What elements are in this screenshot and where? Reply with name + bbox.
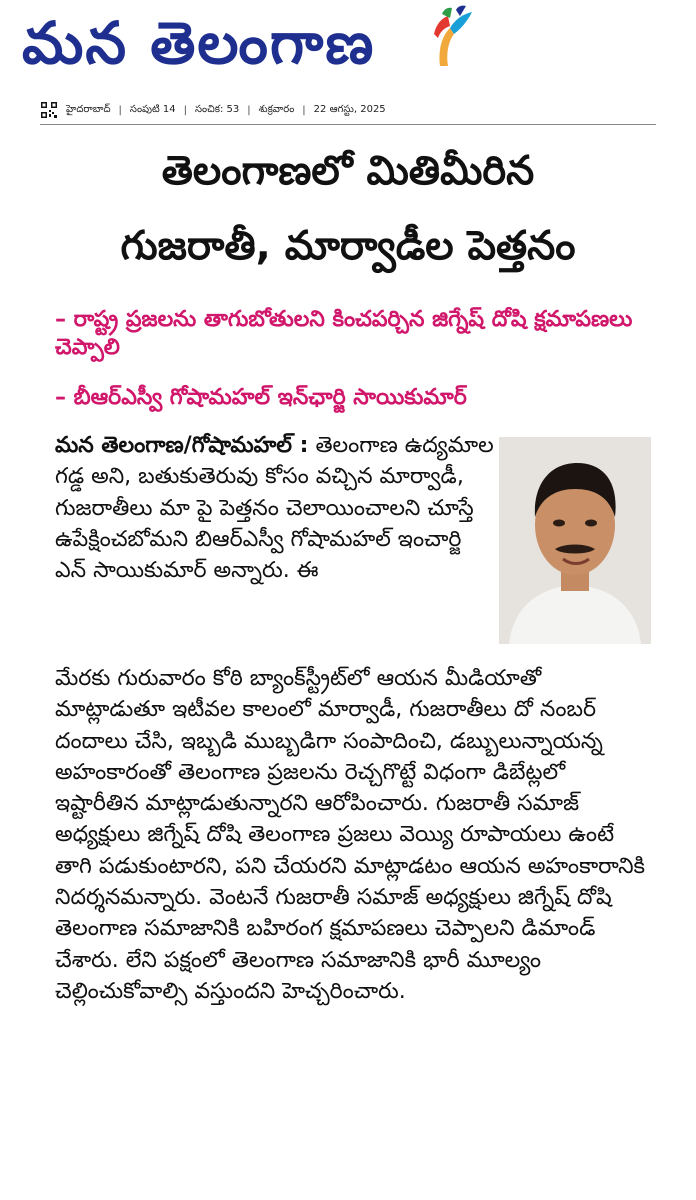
person-portrait-image [499,437,651,644]
qr-code-icon [40,101,58,119]
subhead-1: – రాష్ట్ర ప్రజలను తాగుబోతులని కించపర్చిన జిగ్నేష్ దోషి క్షమాపణలు చెప్పాలి [55,307,633,360]
dateline [40,101,386,119]
paragraph-1: తెలంగాణ ఉద్యమాల గడ్డ అని, బతుకుతెరువు కోసం వచ్చిన మార్వాడీ, గుజరాతీలు మా పై పెత్తనం చెలాయించాలని చూస్తే ఉపేక్షించబోమని బిఆర్ఎస్వీ గోషామహల్ ఇంచార్జి ఎన్ సాయికుమార్ అన్నారు. ఈ [55,433,494,584]
masthead-title: మన తెలంగాణ [22,9,376,77]
byline: మన తెలంగాణ/గోషామహల్ : [55,433,309,458]
dateline-issue: సంచిక: 53 [195,104,240,115]
masthead [0,0,696,95]
dateline-weekday: శుక్రవారం [258,104,295,115]
reporter-photo [499,437,651,644]
subhead-2: – బీఆర్ఎస్వీ గోషామహల్ ఇన్‌ఛార్జి సాయికుమార్ [55,385,467,410]
hands-bird-logo [420,4,478,74]
divider: | [183,104,187,116]
divider: | [247,104,251,116]
headline-line-2: గుజరాతీ, మార్వాడీల పెత్తనం [120,223,576,269]
dateline-date: 22 ఆగస్టు, 2025 [313,104,386,115]
divider: | [302,104,306,116]
masthead-rule [40,124,656,125]
article-intro [55,430,495,586]
dateline-city: హైదరాబాద్ [66,104,111,115]
headline-line-1: తెలంగాణలో మితిమీరిన [161,148,535,194]
paragraph-2: మేరకు గురువారం కోఠి బ్యాంక్‌స్ట్రీట్‌లో ఆయన మీడియాతో మాట్లాడుతూ ఇటీవల కాలంలో మార్వాడీ, గుజరాతీలు దో నంబర్ దందాలు చేసి, ఇబ్బడి ముబ్బడిగా సంపాదించి, డబ్బులున్నాయన్న అహంకారంతో తెలంగాణ ప్రజలను రెచ్చగొట్టే విధంగా డిబేట్లలో ఇష్టారీతిన మాట్లాడుతున్నారని ఆరోపించారు. గుజరాతీ సమాజ్ అధ్యక్షులు జిగ్నేష్ దోషి తెలంగాణ ప్రజలు వెయ్యి రూపాయలు ఉంటే తాగి పడుకుంటారని, పని చేయరని మాట్లాడటం ఆయన అహంకారానికి నిదర్శనమన్నారు. వెంటనే గుజరాతీ సమాజ్ అధ్యక్షులు జిగ్నేష్ దోషి తెలంగాణ సమాజానికి బహిరంగ క్షమాపణలు చెప్పాలని డిమాండ్ చేశారు. లేని పక్షంలో తెలంగాణ సమాజానికి భారీ మూల్యం చెల్లించుకోవాల్సి వస్తుందని హెచ్చరించారు. [55,666,645,1004]
divider: | [118,104,122,116]
dateline-volume: సంపుటి 14 [129,104,176,115]
